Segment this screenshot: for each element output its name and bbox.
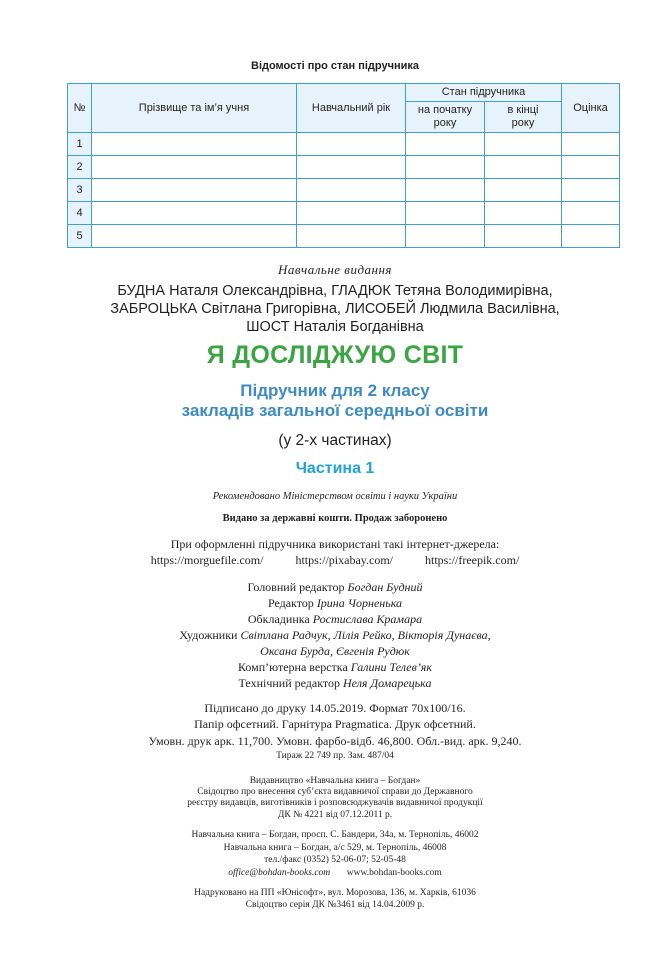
- publisher-line: Видавництво «Навчальна книга – Богдан»: [249, 776, 421, 786]
- subtitle-line: закладів загальної середньої освіти: [181, 401, 489, 420]
- ministry-recommendation: Рекомендовано Міністерством освіти і науки України: [212, 491, 458, 502]
- credit-line: Комп’ютерна верстка Галини Телев’як: [237, 660, 432, 674]
- publisher-line: тел./факс (0352) 52-06-07; 52-05-48: [264, 855, 406, 865]
- authors-line: ЗАБРОЦЬКА Світлана Григорівна, ЛИСОБЕЙ Людмила Василівна,: [110, 301, 560, 317]
- publisher-line: Свідоцтво про внесення суб’єкта видавничої справи до Державного: [197, 787, 473, 797]
- publisher-email: office@bohdan-books.com: [228, 868, 331, 878]
- header-grade: Оцінка: [562, 84, 620, 133]
- publisher-contacts: [0, 868, 670, 879]
- print-info-line: Підписано до друку 14.05.2019. Формат 70x100/16.: [204, 701, 466, 715]
- header-student-name: Прізвище та ім’я учня: [92, 84, 297, 133]
- table-row: [68, 225, 620, 248]
- publisher-line: Навчальна книга – Богдан, просп. С. Бандери, 34а, м. Тернопіль, 46002: [191, 830, 479, 840]
- table-row: [68, 156, 620, 179]
- textbook-status-table: [67, 83, 620, 248]
- header-textbook-state: Стан підручника: [406, 84, 562, 102]
- publisher-line: реєстру видавців, виготівників і розповсюджувачів видавничої продукції: [187, 798, 483, 808]
- header-start-of-year: на початку року: [406, 102, 485, 133]
- subtitle-line: Підручник для 2 класу: [240, 381, 430, 400]
- publisher-line: ДК № 4221 від 07.12.2011 р.: [277, 810, 393, 820]
- row-number: 3: [68, 179, 92, 202]
- publisher-line: Навчальна книга – Богдан, а/с 529, м. Тернопіль, 46008: [223, 843, 447, 853]
- credit-line: Редактор Ірина Чорненька: [267, 596, 403, 610]
- parts-note: (у 2-х частинах): [278, 432, 392, 449]
- edition-type: Навчальне видання: [278, 262, 392, 277]
- table-row: [68, 133, 620, 156]
- credit-line: Головний редактор Богдан Будний: [247, 580, 423, 594]
- printing-house-line: Свідоцтво серія ДК №3461 від 14.04.2009 р.: [245, 900, 425, 910]
- row-number: 4: [68, 202, 92, 225]
- print-info-line: Умовн. друк арк. 11,700. Умовн. фарбо-відб. 46,800. Обл.-вид. арк. 9,240.: [148, 734, 522, 748]
- printing-house-line: Надруковано на ПП «Юнісофт», вул. Морозова, 136, м. Харків, 61036: [194, 888, 476, 898]
- authors-line: БУДНА Наталя Олександрівна, ГЛАДЮК Тетяна Володимирівна,: [117, 283, 553, 299]
- book-title: Я ДОСЛІДЖУЮ СВІТ: [206, 341, 464, 369]
- credit-line: Оксана Бурда, Євгенія Рудюк: [260, 644, 410, 658]
- authors-line: ШОСТ Наталія Богданівна: [246, 319, 424, 335]
- row-number: 5: [68, 225, 92, 248]
- credit-line: Технічний редактор Неля Домарецька: [238, 676, 432, 690]
- row-number: 2: [68, 156, 92, 179]
- print-info-line: Папір офсетний. Гарнітура Pragmatica. Друк офсетний.: [194, 717, 476, 731]
- header-number: №: [68, 84, 92, 133]
- sources-list: https://morguefile.com/ https://pixabay.com/ https://freepik.com/: [150, 553, 520, 567]
- table-row: [68, 202, 620, 225]
- credit-line: Обкладинка Ростислава Крамара: [247, 612, 423, 626]
- publisher-website: www.bohdan-books.com: [346, 868, 442, 878]
- part-label: Частина 1: [295, 460, 375, 477]
- print-run-line: Тираж 22 749 пр. Зам. 487/04: [276, 751, 394, 761]
- table-title: Відомості про стан підручника: [251, 60, 419, 72]
- credit-line: Художники Світлана Радчук, Лілія Рейко, Вікторія Дунаєва,: [179, 628, 491, 642]
- state-funded-notice: Видано за державні кошти. Продаж заборонено: [222, 513, 448, 524]
- sources-intro: При оформленні підручника використані такі інтернет-джерела:: [170, 537, 500, 551]
- header-school-year: Навчальний рік: [297, 84, 406, 133]
- row-number: 1: [68, 133, 92, 156]
- table-row: [68, 179, 620, 202]
- header-end-of-year: в кінці року: [485, 102, 562, 133]
